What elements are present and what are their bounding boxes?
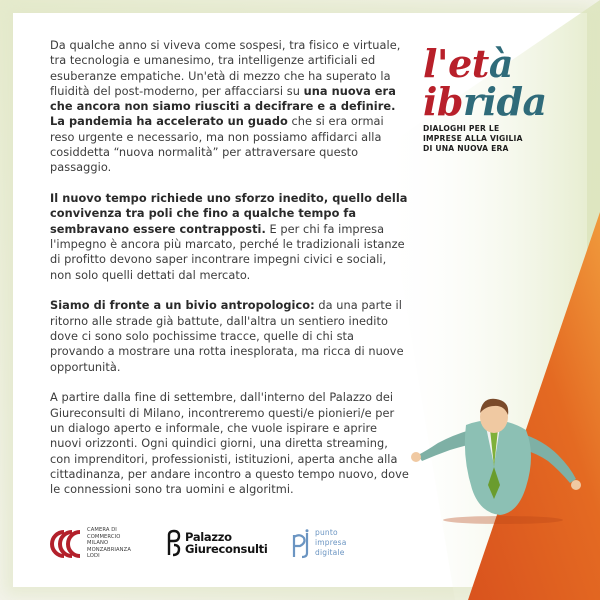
- ccm-mark-icon: [50, 529, 84, 559]
- punto-impresa-digitale-logo: [290, 527, 370, 563]
- camera-commercio-logo: [50, 527, 150, 563]
- ccm-logo-text: CAMERA DI COMMERCIO MILANO MONZABRIANZA LODI: [87, 527, 131, 560]
- title-line-1: l'età: [423, 41, 513, 86]
- body-text: [50, 38, 410, 513]
- paragraph-1: Da qualche anno si viveva come sospesi, tra fisico e virtuale, tra tecnologia e umanesimo, tra intelligenze artificiali ed esuberanze empatiche. Un'età di mezzo che ha superato la fluidità del post-moderno, per affacciarsi su una nuova era che ancora non siamo riusciti a decifrare e a definire. La pandemia ha accelerato un guado che si era ormai reso urgente e necessario, ma non possiamo affidarci alla cosiddetta “nuova normalità” per attraversare questo passaggio.: [50, 38, 401, 175]
- event-title: [423, 41, 583, 154]
- paragraph-4: A partire dalla fine di settembre, dall'interno del Palazzo dei Giureconsulti di Milano, incontreremo questi/e pionieri/e per un dialogo aperto e informale, che vuole ispirare e aprire nuovi orizzonti. Ogni quindici giorni, una diretta streaming, con imprenditori, professionisti, istituzioni, aperta anche alla cittadinanza, per andare incontro a questo tempo nuovo, dove le connessioni sono tra uomini e algoritmi.: [50, 390, 409, 497]
- palazzo-mark-icon: [165, 529, 183, 557]
- businessman-illustration: [408, 395, 598, 525]
- paragraph-3: Siamo di fronte a un bivio antropologico: da una parte il ritorno alle strade già battute, dall'altra un sentiero inedito dove ci sono solo pochissime tracce, quelle di chi sta provando a mostrare una rotta inesplorata, ma ricca di nuove opportunità.: [50, 298, 404, 374]
- palazzo-giureconsulti-logo: [165, 527, 268, 563]
- palazzo-logo-text: Palazzo Giureconsulti: [185, 530, 268, 556]
- pid-logo-text: punto impresa digitale: [315, 528, 347, 557]
- paragraph-2: Il nuovo tempo richiede uno sforzo inedito, quello della convivenza tra poli che fino a qualche tempo fa sembravano essere contrapposti. E per chi fa impresa l'impegno è ancora più marcato, perché le tradizionali istanze di profitto devono saper incontrare impegni civici e sociali, non solo quelli dettati dal mercato.: [50, 191, 408, 282]
- title-line-2: ibrida: [423, 79, 547, 124]
- title-subtitle: DIALOGHI PER LE IMPRESE ALLA VIGILIA DI UNA NUOVA ERA: [423, 124, 523, 153]
- pid-mark-icon: [290, 529, 312, 559]
